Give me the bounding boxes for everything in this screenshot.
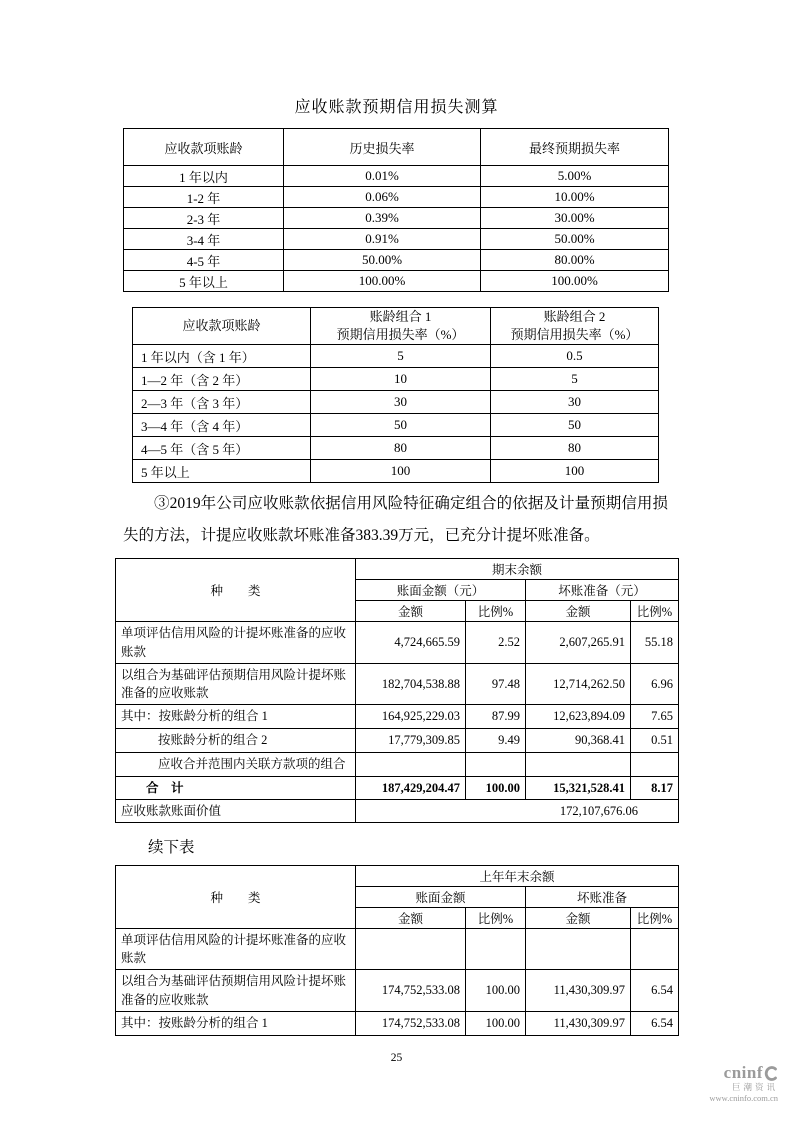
cell bbox=[356, 929, 466, 970]
cell: 100 bbox=[311, 460, 491, 483]
table-row bbox=[133, 437, 659, 460]
cell: 100.00 bbox=[466, 970, 526, 1011]
column-header: 应收款项账龄 bbox=[133, 308, 311, 345]
cell: 172,107,676.06 bbox=[356, 800, 679, 823]
cell: 5 bbox=[491, 368, 659, 391]
cninfo-brand-text: cninf bbox=[723, 1063, 763, 1082]
cell: 15,321,528.41 bbox=[526, 776, 631, 799]
table-row bbox=[116, 752, 679, 776]
cell bbox=[526, 752, 631, 776]
cell bbox=[356, 752, 466, 776]
cell: 2.52 bbox=[466, 622, 526, 663]
cell: 1 年以内（含 1 年） bbox=[133, 345, 311, 368]
table-row bbox=[116, 622, 679, 663]
table-header-row bbox=[116, 866, 679, 887]
cell: 应收合并范围内关联方款项的组合 bbox=[116, 752, 356, 776]
table-row bbox=[124, 166, 669, 187]
table-row bbox=[124, 208, 669, 229]
cell: 以组合为基础评估预期信用风险计提坏账准备的应收账款 bbox=[116, 663, 356, 704]
cell: 87.99 bbox=[466, 704, 526, 728]
prior-year-balance-table bbox=[115, 865, 679, 1036]
cell bbox=[466, 929, 526, 970]
cell bbox=[526, 929, 631, 970]
cell: 164,925,229.03 bbox=[356, 704, 466, 728]
column-header: 金额 bbox=[356, 908, 466, 929]
table-row bbox=[116, 970, 679, 1011]
cell: 6.54 bbox=[631, 1011, 679, 1035]
cell: 以组合为基础评估预期信用风险计提坏账准备的应收账款 bbox=[116, 970, 356, 1011]
cell: 2,607,265.91 bbox=[526, 622, 631, 663]
page-number: 25 bbox=[390, 1051, 403, 1064]
cell: 97.48 bbox=[466, 663, 526, 704]
column-header: 种 类 bbox=[116, 866, 356, 929]
cell: 8.17 bbox=[631, 776, 679, 799]
table-row bbox=[133, 414, 659, 437]
cell: 174,752,533.08 bbox=[356, 970, 466, 1011]
cell: 30 bbox=[491, 391, 659, 414]
column-header: 比例% bbox=[631, 601, 679, 622]
cell: 1-2 年 bbox=[124, 187, 284, 208]
header-line: 账龄组合 1 bbox=[369, 309, 432, 324]
cell: 6.96 bbox=[631, 663, 679, 704]
column-header: 最终预期损失率 bbox=[481, 129, 669, 166]
cninfo-caption-cn: 巨潮资讯 bbox=[731, 1082, 778, 1092]
column-header: 金额 bbox=[526, 908, 631, 929]
column-header: 比例% bbox=[466, 601, 526, 622]
header-line: 预期信用损失率（%） bbox=[510, 327, 639, 343]
column-header: 金额 bbox=[526, 601, 631, 622]
cell: 0.01% bbox=[284, 166, 481, 187]
header-line: 预期信用损失率（%） bbox=[336, 327, 465, 343]
table-header-row bbox=[116, 559, 679, 580]
cell bbox=[631, 752, 679, 776]
historical-loss-rate-table bbox=[123, 128, 669, 292]
cell: 应收账款账面价值 bbox=[116, 800, 356, 823]
column-header: 比例% bbox=[631, 908, 679, 929]
section-title: 应收账款预期信用损失测算 bbox=[294, 99, 499, 116]
table-row bbox=[116, 704, 679, 728]
table-row bbox=[124, 250, 669, 271]
cell: 4—5 年（含 5 年） bbox=[133, 437, 311, 460]
cell: 5 年以上 bbox=[124, 271, 284, 292]
header-line: 账龄组合 2 bbox=[543, 309, 606, 324]
column-header: 坏账准备（元） bbox=[526, 580, 679, 601]
table-row bbox=[116, 929, 679, 970]
column-header bbox=[311, 308, 491, 345]
table-row bbox=[124, 229, 669, 250]
cell: 10.00% bbox=[481, 187, 669, 208]
table-row bbox=[133, 368, 659, 391]
cell: 5 bbox=[311, 345, 491, 368]
cell: 1—2 年（含 2 年） bbox=[133, 368, 311, 391]
cell: 12,623,894.09 bbox=[526, 704, 631, 728]
column-header: 账面金额 bbox=[356, 887, 526, 908]
cell: 3-4 年 bbox=[124, 229, 284, 250]
cell: 2—3 年（含 3 年） bbox=[133, 391, 311, 414]
cell: 合 计 bbox=[116, 776, 356, 799]
table-row bbox=[116, 1011, 679, 1035]
table-row bbox=[124, 187, 669, 208]
cninfo-brand bbox=[709, 1064, 778, 1082]
cninfo-logo bbox=[709, 1064, 778, 1103]
cell: 4-5 年 bbox=[124, 250, 284, 271]
cell: 50 bbox=[311, 414, 491, 437]
column-header: 坏账准备 bbox=[526, 887, 679, 908]
cell: 6.54 bbox=[631, 970, 679, 1011]
cell: 80 bbox=[491, 437, 659, 460]
cell: 12,714,262.50 bbox=[526, 663, 631, 704]
table-header-row bbox=[133, 308, 659, 345]
cell: 单项评估信用风险的计提坏账准备的应收账款 bbox=[116, 929, 356, 970]
cell: 90,368.41 bbox=[526, 728, 631, 752]
cell: 182,704,538.88 bbox=[356, 663, 466, 704]
cell: 3—4 年（含 4 年） bbox=[133, 414, 311, 437]
table-row bbox=[116, 728, 679, 752]
table-row bbox=[133, 391, 659, 414]
column-header: 账面金额（元） bbox=[356, 580, 526, 601]
column-header: 上年年末余额 bbox=[356, 866, 679, 887]
cell: 100.00 bbox=[466, 776, 526, 799]
table-row bbox=[133, 460, 659, 483]
cell: 10 bbox=[311, 368, 491, 391]
cell: 17,779,309.85 bbox=[356, 728, 466, 752]
column-header: 比例% bbox=[466, 908, 526, 929]
cell: 其中：按账龄分析的组合 1 bbox=[116, 704, 356, 728]
column-header: 种 类 bbox=[116, 559, 356, 622]
cell: 50.00% bbox=[481, 229, 669, 250]
table-row bbox=[124, 271, 669, 292]
column-header: 金额 bbox=[356, 601, 466, 622]
cell: 5 年以上 bbox=[133, 460, 311, 483]
cell: 100.00 bbox=[466, 1011, 526, 1035]
book-value-row bbox=[116, 800, 679, 823]
cell: 11,430,309.97 bbox=[526, 1011, 631, 1035]
total-row bbox=[116, 776, 679, 799]
cell: 30.00% bbox=[481, 208, 669, 229]
cell: 5.00% bbox=[481, 166, 669, 187]
cell: 30 bbox=[311, 391, 491, 414]
cell: 9.49 bbox=[466, 728, 526, 752]
body-paragraph: ③2019年公司应收账款依据信用风险特征确定组合的依据及计量预期信用损失的方法，计提应收账款坏账准备383.39万元，已充分计提坏账准备。 bbox=[123, 495, 668, 545]
column-header: 历史损失率 bbox=[284, 129, 481, 166]
cell: 50 bbox=[491, 414, 659, 437]
cell: 0.06% bbox=[284, 187, 481, 208]
cell bbox=[631, 929, 679, 970]
cell: 100.00% bbox=[481, 271, 669, 292]
table-header-row bbox=[124, 129, 669, 166]
cell: 50.00% bbox=[284, 250, 481, 271]
cell: 100.00% bbox=[284, 271, 481, 292]
cell: 0.5 bbox=[491, 345, 659, 368]
continued-label: 续下表 bbox=[148, 839, 195, 857]
cninfo-caption-url: www.cninfo.com.cn bbox=[709, 1093, 778, 1103]
cell bbox=[466, 752, 526, 776]
cell: 4,724,665.59 bbox=[356, 622, 466, 663]
cell: 7.65 bbox=[631, 704, 679, 728]
cell: 187,429,204.47 bbox=[356, 776, 466, 799]
cell: 174,752,533.08 bbox=[356, 1011, 466, 1035]
cell: 11,430,309.97 bbox=[526, 970, 631, 1011]
cell: 0.51 bbox=[631, 728, 679, 752]
cell: 55.18 bbox=[631, 622, 679, 663]
column-header: 应收款项账龄 bbox=[124, 129, 284, 166]
column-header: 期末余额 bbox=[356, 559, 679, 580]
cell: 单项评估信用风险的计提坏账准备的应收账款 bbox=[116, 622, 356, 663]
aging-portfolio-loss-rate-table bbox=[132, 307, 659, 483]
cell: 80 bbox=[311, 437, 491, 460]
table-row bbox=[133, 345, 659, 368]
column-header bbox=[491, 308, 659, 345]
cell: 80.00% bbox=[481, 250, 669, 271]
cell: 按账龄分析的组合 2 bbox=[116, 728, 356, 752]
cell: 其中：按账龄分析的组合 1 bbox=[116, 1011, 356, 1035]
table-row bbox=[116, 663, 679, 704]
cell: 0.91% bbox=[284, 229, 481, 250]
cell: 0.39% bbox=[284, 208, 481, 229]
period-end-balance-table bbox=[115, 558, 679, 823]
swirl-icon bbox=[763, 1065, 778, 1082]
cell: 100 bbox=[491, 460, 659, 483]
cell: 1 年以内 bbox=[124, 166, 284, 187]
cell: 2-3 年 bbox=[124, 208, 284, 229]
